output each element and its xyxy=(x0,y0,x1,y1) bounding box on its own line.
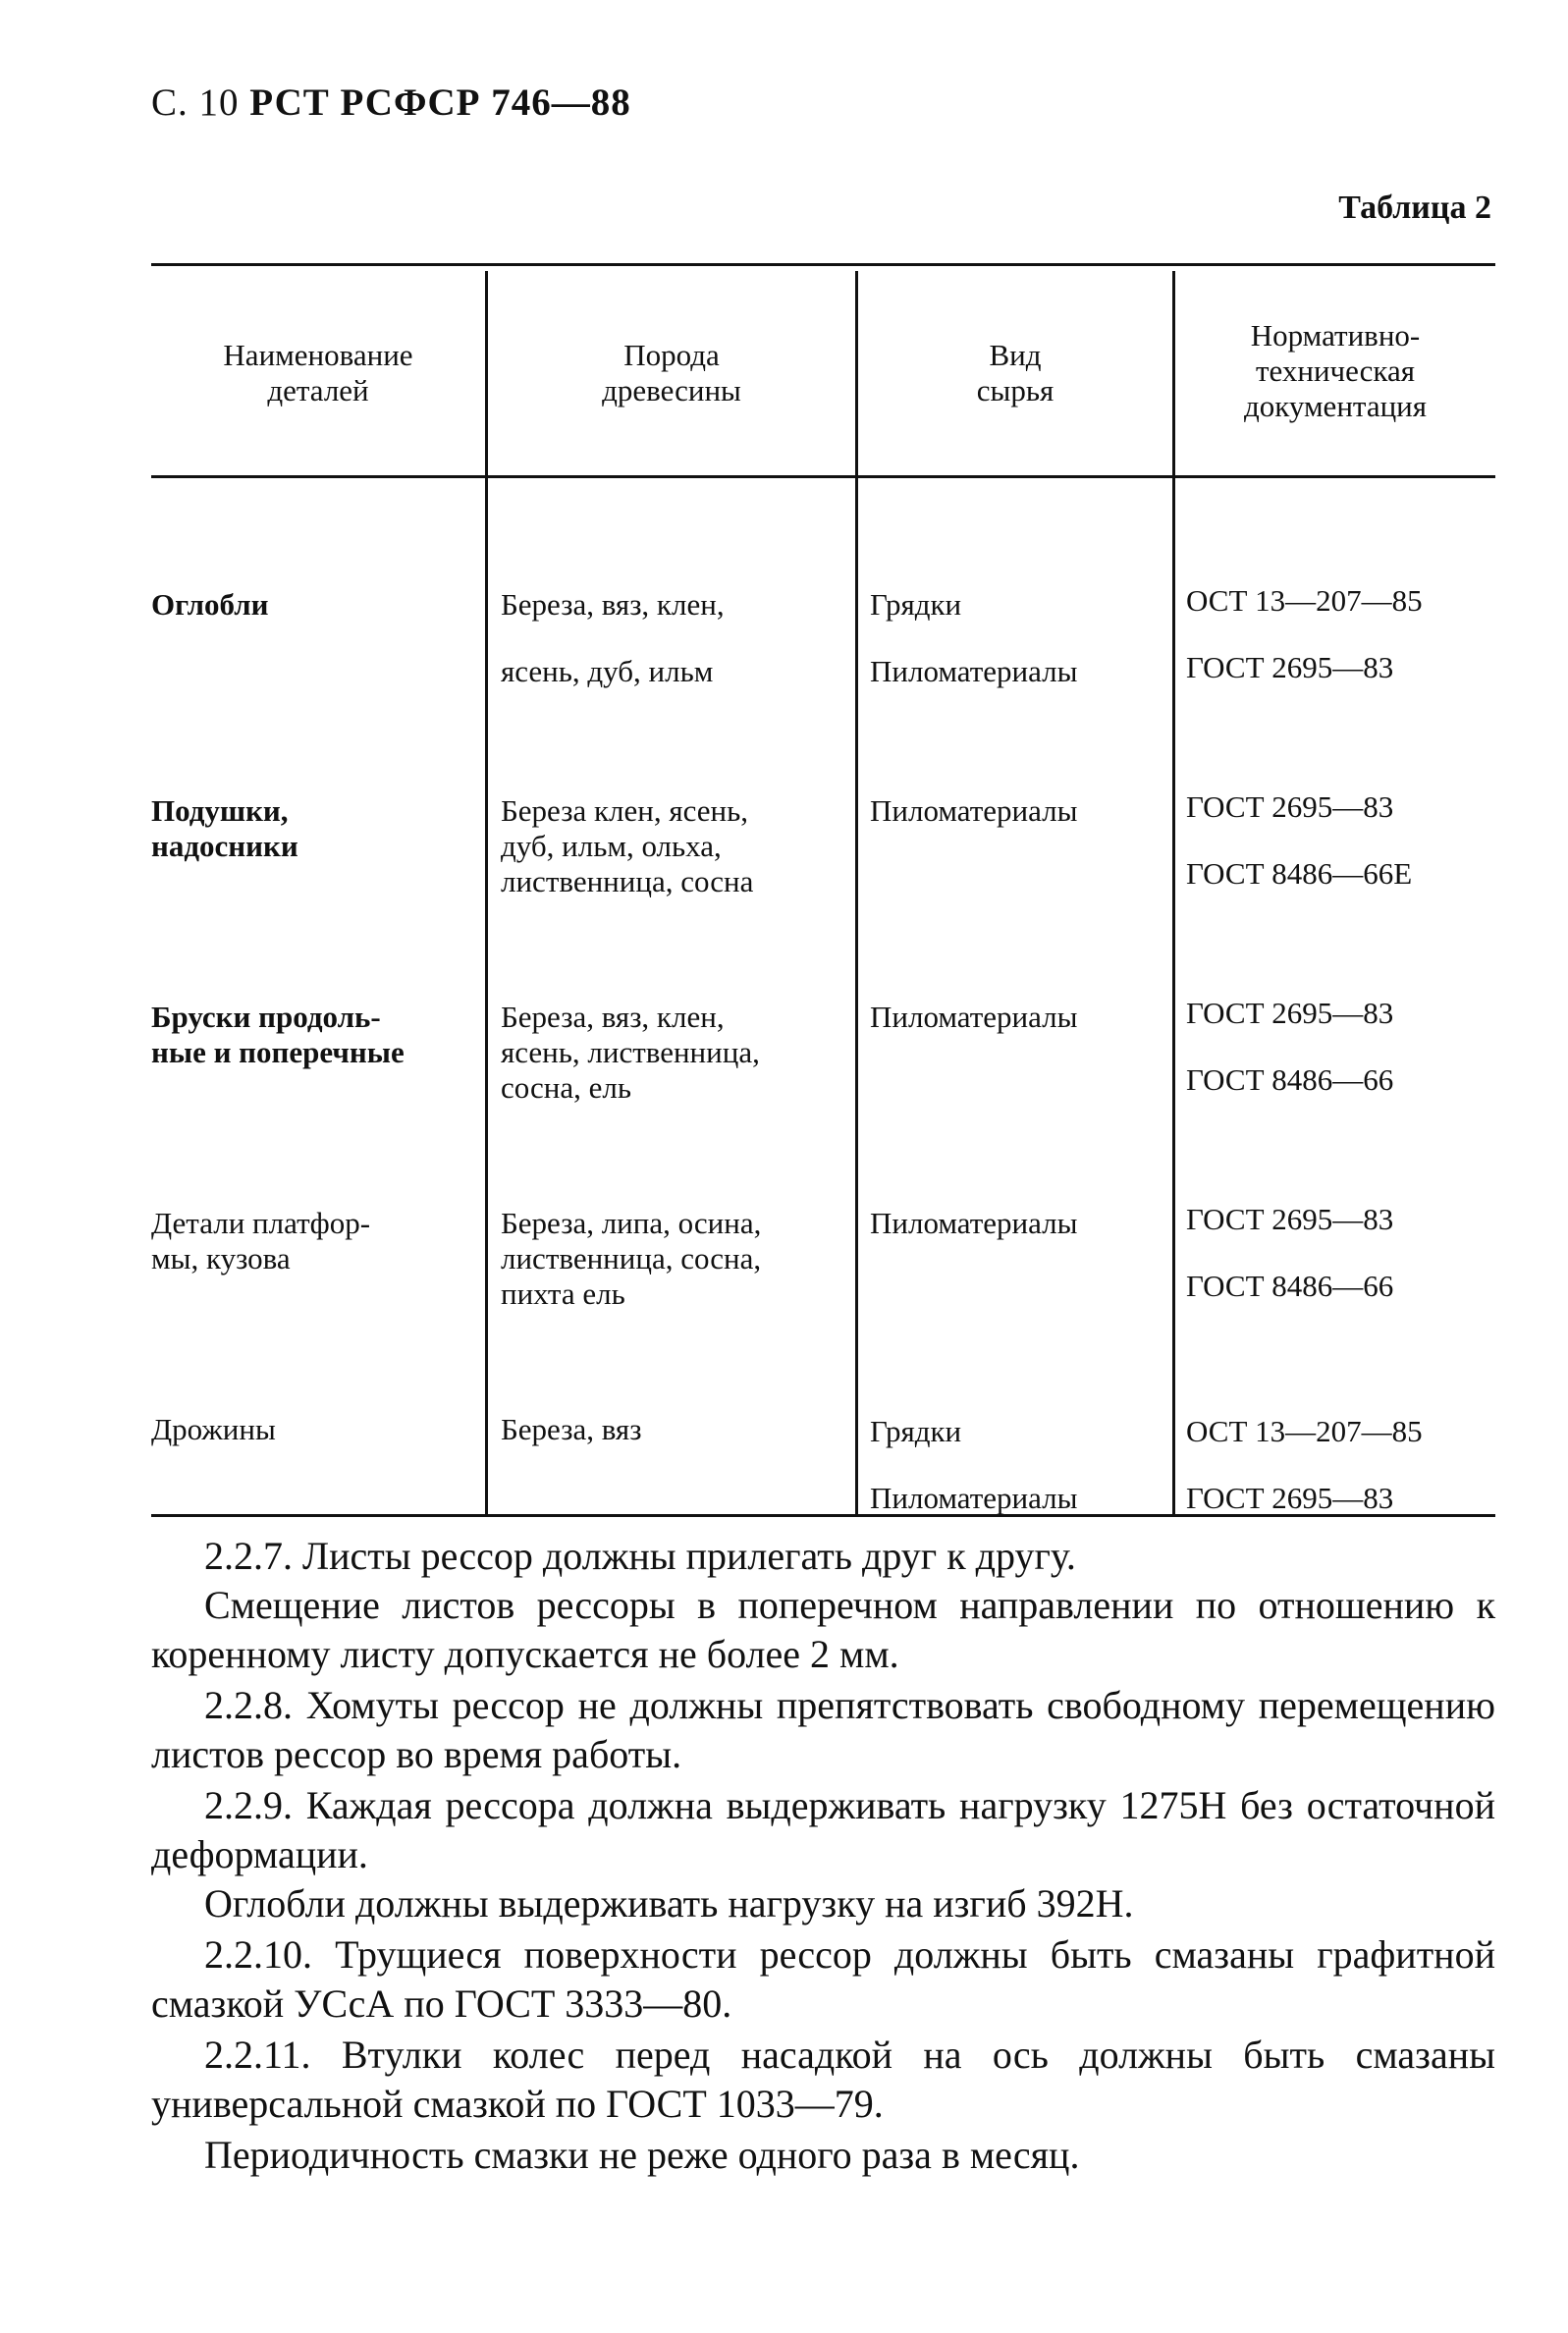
table-row-3-ntd: ГОСТ 2695—83 ГОСТ 8486—66 xyxy=(1186,996,1394,1097)
table-row-5-name: Дрожины xyxy=(151,1412,276,1446)
paragraph-2-2-10: 2.2.10. Трущиеся поверхности рессор должны быть смазаны графитной смазкой УСсА по ГОСТ 3333—80. xyxy=(151,1932,1495,2026)
table-row-5-wood: Береза, вяз xyxy=(501,1412,642,1446)
paragraph-lubrication-period: Периодичность смазки не реже одного раза в месяц. xyxy=(204,2133,1080,2177)
table-row-2-wood: Береза клен, ясень, дуб, ильм, ольха, лиственница, сосна xyxy=(501,793,754,898)
table-row-2-name: Подушки, надосники xyxy=(151,793,298,863)
table-row-4-wood: Береза, липа, осина, лиственница, сосна, пихта ель xyxy=(501,1206,762,1311)
page-header xyxy=(151,81,631,125)
paragraph-offset: Смещение листов рессоры в поперечном направлении по отношению к коренному листу допускается не более 2 мм. xyxy=(151,1583,1495,1676)
standard-code: РСТ РСФСР 746—88 xyxy=(249,81,631,124)
paragraph-2-2-9: 2.2.9. Каждая рессора должна выдерживать нагрузку 1275Н без остаточной деформации. xyxy=(151,1783,1495,1876)
table-row-1-raw: Грядки Пиломатериалы xyxy=(870,587,1078,688)
table-row-4-name: Детали платфор- мы, кузова xyxy=(151,1206,371,1275)
body-text xyxy=(151,1532,1495,2180)
table-row-4-ntd: ГОСТ 2695—83 ГОСТ 8486—66 xyxy=(1186,1202,1394,1303)
col-header-normative-docs: Нормативно- техническая документация xyxy=(1243,318,1428,423)
table-col-divider-2 xyxy=(855,271,858,1514)
table-col-divider-3 xyxy=(1172,271,1175,1514)
table-row-1-name: Оглобли xyxy=(151,587,269,622)
table-row-3-name: Бруски продоль- ные и поперечные xyxy=(151,1000,405,1069)
table-row-5-ntd: ОСТ 13—207—85 ГОСТ 2695—83 xyxy=(1186,1414,1423,1515)
table-row-3-wood: Береза, вяз, клен, ясень, лиственница, сосна, ель xyxy=(501,1000,760,1105)
table-label: Таблица 2 xyxy=(1338,190,1491,226)
table-top-rule xyxy=(151,263,1495,266)
paragraph-2-2-7: 2.2.7. Листы рессор должны прилегать друг к другу. xyxy=(204,1534,1076,1578)
materials-table xyxy=(151,263,1495,1522)
col-header-raw-material: Вид сырья xyxy=(976,338,1054,407)
table-row-2-raw: Пиломатериалы xyxy=(870,793,1078,828)
paragraph-2-2-8: 2.2.8. Хомуты рессор не должны препятствовать свободному перемещению листов рессор во время работы. xyxy=(151,1683,1495,1776)
table-row-1-wood: Береза, вяз, клен, ясень, дуб, ильм xyxy=(501,587,725,688)
table-row-5-raw: Грядки Пиломатериалы xyxy=(870,1414,1078,1515)
table-row-2-ntd: ГОСТ 2695—83 ГОСТ 8486—66Е xyxy=(1186,789,1413,891)
table-header-rule xyxy=(151,475,1495,478)
col-header-part-name: Наименование деталей xyxy=(223,338,413,407)
table-row-4-raw: Пиломатериалы xyxy=(870,1206,1078,1240)
paragraph-shafts-load: Оглобли должны выдерживать нагрузку на изгиб 392Н. xyxy=(204,1881,1134,1926)
table-col-divider-1 xyxy=(485,271,488,1514)
paragraph-2-2-11: 2.2.11. Втулки колес перед насадкой на ось должны быть смазаны универсальной смазкой по ГОСТ 1033—79. xyxy=(151,2033,1495,2126)
col-header-wood-species: Порода древесины xyxy=(602,338,741,407)
table-row-3-raw: Пиломатериалы xyxy=(870,1000,1078,1034)
page-number: С. 10 xyxy=(151,81,240,124)
table-row-1-ntd: ОСТ 13—207—85 ГОСТ 2695—83 xyxy=(1186,583,1423,684)
